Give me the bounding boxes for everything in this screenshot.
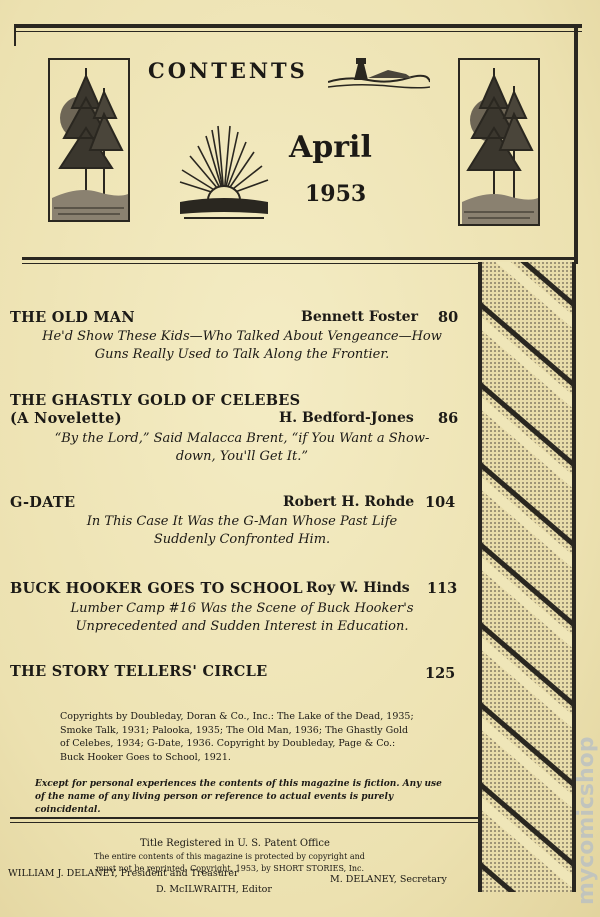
- president-credit: WILLIAM J. DELANEY, President and Treasurer: [8, 868, 239, 879]
- header-border-top: [14, 24, 582, 28]
- footer-rule: [10, 817, 478, 819]
- patent-office-line: Title Registered in U. S. Patent Office: [140, 838, 330, 849]
- issue-year: 1953: [305, 181, 367, 207]
- watermark-text: mycomicshop: [574, 736, 599, 905]
- issue-month: April: [289, 130, 372, 165]
- sunrise-illustration: [178, 122, 270, 222]
- contents-heading: CONTENTS: [148, 58, 308, 83]
- protection-notice: The entire contents of this magazine is protected by copyright and: [94, 852, 365, 861]
- editor-credit: D. McILWRAITH, Editor: [156, 884, 272, 895]
- story-page-number: 80: [438, 309, 459, 326]
- story-blurb-line: Guns Really Used to Talk Along the Frontier.: [94, 347, 390, 362]
- story-blurb-line: Lumber Camp #16 Was the Scene of Buck Hooker's: [70, 601, 414, 616]
- header-border-bottom: [22, 257, 578, 260]
- story-title: THE STORY TELLERS' CIRCLE: [10, 663, 268, 680]
- story-page-number: 113: [427, 580, 458, 597]
- story-title: G-DATE: [10, 494, 76, 511]
- story-author: Roy W. Hinds: [306, 580, 410, 596]
- story-blurb-line: In This Case It Was the G-Man Whose Past Life: [86, 514, 398, 529]
- header-border-top-thin: [14, 31, 582, 32]
- story-title: THE GHASTLY GOLD OF CELEBES: [10, 392, 301, 409]
- story-page-number: 104: [425, 494, 456, 511]
- story-author: H. Bedford-Jones: [279, 410, 414, 426]
- copyright-notice: [60, 710, 420, 764]
- secretary-credit: M. DELANEY, Secretary: [330, 874, 447, 885]
- lighthouse-illustration: [328, 54, 430, 90]
- copyright-line: Buck Hooker Goes to School, 1921.: [60, 751, 231, 763]
- tree-illustration-left: [48, 58, 130, 222]
- story-blurb-line: “By the Lord,” Said Malacca Brent, “if You Want a Show-: [54, 431, 430, 446]
- reprint-notice: must not be reprinted. Copyright, 1953, by SHORT STORIES, Inc.: [96, 864, 365, 873]
- footer-rule-thin: [10, 822, 478, 823]
- story-blurb-line: Unprecedented and Sudden Interest in Education.: [75, 619, 409, 634]
- fiction-disclaimer: [35, 778, 455, 817]
- disclaimer-line: of the name of any living person or reference to actual events is purely coincidental.: [35, 792, 394, 815]
- story-page-number: 125: [425, 665, 456, 682]
- story-title: BUCK HOOKER GOES TO SCHOOL: [10, 580, 303, 597]
- header-border-left: [14, 24, 16, 46]
- copyright-line: of Celebes, 1934; G-Date, 1936. Copyright by Doubleday, Page & Co.:: [60, 738, 396, 749]
- copyright-line: Copyrights by Doubleday, Doran & Co., Inc.: The Lake of the Dead, 1935;: [60, 711, 414, 722]
- tree-illustration-right: [458, 58, 540, 226]
- story-blurb-line: He'd Show These Kids—Who Talked About Vengeance—How: [42, 329, 442, 344]
- header-border-right: [574, 24, 578, 264]
- mycomicshop-watermark: [566, 680, 600, 910]
- story-page-number: 86: [438, 410, 459, 427]
- story-author: Bennett Foster: [301, 309, 418, 325]
- disclaimer-line: Except for personal experiences the contents of this magazine is fiction. Any use: [35, 779, 442, 789]
- copyright-line: Smoke Talk, 1931; Palooka, 1935; The Old Man, 1936; The Ghastly Gold: [60, 724, 409, 736]
- story-subtitle: (A Novelette): [10, 410, 122, 427]
- striped-border-column: [474, 262, 580, 892]
- story-title: THE OLD MAN: [10, 309, 135, 326]
- story-author: Robert H. Rohde: [283, 494, 415, 510]
- story-blurb-line: Suddenly Confronted Him.: [153, 532, 331, 547]
- story-blurb-line: down, You'll Get It.”: [175, 449, 309, 464]
